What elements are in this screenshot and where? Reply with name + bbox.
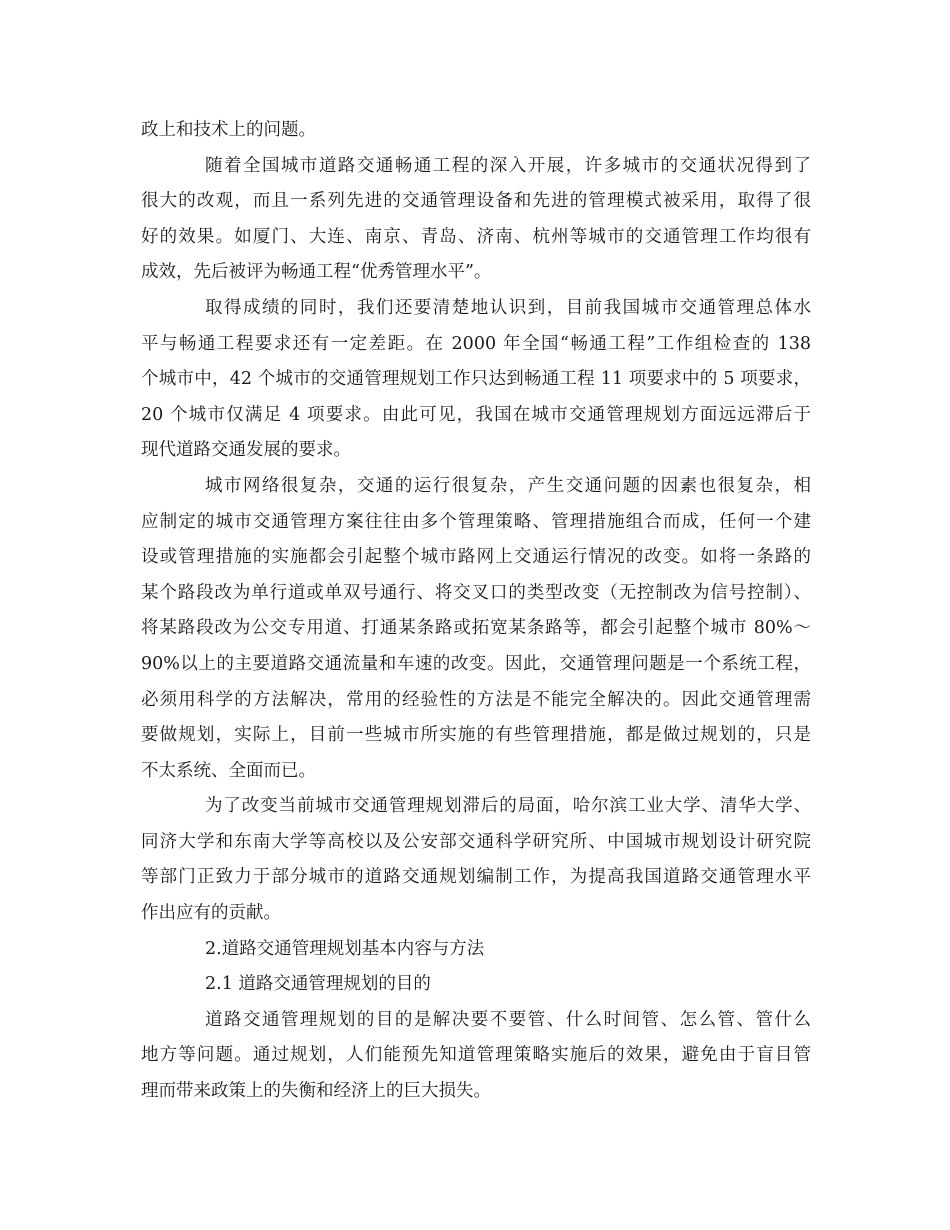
text-line: 取得成绩的同时，我们还要清楚地认识到，目前我国城市交通管理总体水 [205,297,811,318]
text-line: 政上和技术上的问题。 [141,120,316,140]
text-line: 要做规划，实际上，目前一些城市所实施的有些管理措施，都是做过规划的，只是 [141,725,811,746]
text-line: 成效，先后被评为畅通工程“优秀管理水平”。 [141,262,492,283]
text-line: 等部门正致力于部分城市的道路交通规划编制工作，为提高我国道路交通管理水平 [141,867,811,888]
text-line: 作出应有的贡献。 [141,903,281,924]
text-line: 某个路段改为单行道或单双号通行、将交叉口的类型改变（无控制改为信号控制）、 [141,582,811,603]
text-line: 为了改变当前城市交通管理规划滞后的局面，哈尔滨工业大学、清华大学、 [205,796,811,817]
text-line: 好的效果。如厦门、大连、南京、青岛、济南、杭州等城市的交通管理工作均很有 [141,226,811,247]
text-line: 个城市中，42 个城市的交通管理规划工作只达到畅通工程 11 项要求中的 5 项要求， [141,369,811,390]
text-line: 地方等问题。通过规划，人们能预先知道管理策略实施后的效果，避免由于盲目管 [141,1045,811,1066]
text-line: 20 个城市仅满足 4 项要求。由此可见，我国在城市交通管理规划方面远远滞后于 [141,404,811,425]
text-line: 设或管理措施的实施都会引起整个城市路网上交通运行情况的改变。如将一条路的 [141,547,811,568]
text-line: 理而带来政策上的失衡和经济上的巨大损失。 [141,1081,491,1102]
body-text [141,113,811,1110]
text-line: 很大的改观，而且一系列先进的交通管理设备和先进的管理模式被采用，取得了很 [141,191,811,212]
text-line: 城市网络很复杂，交通的运行很复杂，产生交通问题的因素也很复杂，相 [205,475,811,496]
text-line: 随着全国城市道路交通畅通工程的深入开展，许多城市的交通状况得到了 [205,155,811,176]
text-line: 现代道路交通发展的要求。 [141,440,351,461]
text-line: 90%以上的主要道路交通流量和车速的改变。因此，交通管理问题是一个系统工程， [141,653,811,674]
text-line: 2.1 道路交通管理规划的目的 [205,974,431,995]
text-line: 同济大学和东南大学等高校以及公安部交通科学研究所、中国城市规划设计研究院 [141,831,811,852]
text-line: 不太系统、全面而已。 [141,760,316,781]
text-line: 应制定的城市交通管理方案往往由多个管理策略、管理措施组合而成，任何一个建 [141,511,811,532]
text-line: 道路交通管理规划的目的是解决要不要管、什么时间管、怎么管、管什么 [205,1009,811,1030]
text-line: 必须用科学的方法解决，常用的经验性的方法是不能完全解决的。因此交通管理需 [141,689,811,710]
text-line: 将某路段改为公交专用道、打通某条路或拓宽某条路等，都会引起整个城市 80%～ [141,618,811,639]
text-line: 平与畅通工程要求还有一定差距。在 2000 年全国“畅通工程”工作组检查的 138 [141,333,811,354]
text-line: 2.道路交通管理规划基本内容与方法 [205,938,485,959]
